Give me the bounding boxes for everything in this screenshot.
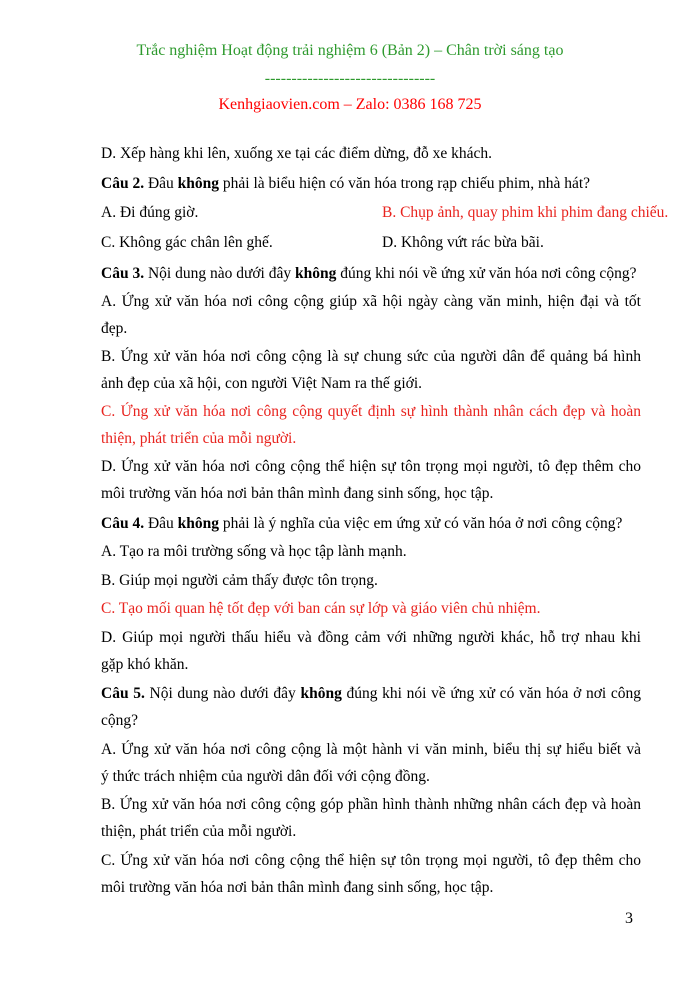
q5-option-a-line1: A. Ứng xử văn hóa nơi công cộng là một hành vi văn minh, biểu thị sự hiểu biết và — [101, 741, 641, 758]
q3-text-pre: Nội dung nào dưới đây — [144, 265, 295, 282]
q5-option-b-line2: thiện, phát triển của mỗi người. — [101, 823, 297, 840]
q3-text-post: đúng khi nói về ứng xử văn hóa nơi công cộng? — [336, 265, 637, 282]
header-divider: -------------------------------- — [264, 70, 436, 87]
q5-option-c-line2: môi trường văn hóa nơi bản thân mình đang sinh sống, học tập. — [101, 879, 494, 896]
q4-number: Câu 4. — [101, 515, 145, 532]
q3-option-c-line2: thiện, phát triển của mỗi người. — [101, 430, 297, 447]
q4-option-a: A. Tạo ra môi trường sống và học tập lành mạnh. — [101, 543, 407, 560]
q4-option-d-line2: gặp khó khăn. — [101, 656, 189, 673]
q4-text-post: phải là ý nghĩa của việc em ứng xử có văn hóa ở nơi công cộng? — [219, 515, 623, 532]
q4-option-b: B. Giúp mọi người cảm thấy được tôn trọng. — [101, 572, 378, 589]
q5-option-a-line2: ý thức trách nhiệm của người dân đối với cộng đồng. — [101, 768, 430, 785]
q4-option-d-line1: D. Giúp mọi người thấu hiểu và đồng cảm với những người khác, hỗ trợ nhau khi — [101, 629, 641, 646]
q1-option-d: D. Xếp hàng khi lên, xuống xe tại các điểm dừng, đỗ xe khách. — [101, 145, 493, 162]
q3-option-b-line2: ảnh đẹp của xã hội, con người Việt Nam ra thế giới. — [101, 375, 423, 392]
q5-question — [101, 684, 641, 704]
q4-question — [101, 514, 641, 534]
q3-option-d-line2: môi trường văn hóa nơi bản thân mình đang sinh sống, học tập. — [101, 485, 494, 502]
q2-question — [101, 174, 641, 194]
q3-number: Câu 3. — [101, 265, 145, 282]
q5-question-line2: cộng? — [101, 712, 139, 729]
q3-option-a-line1: A. Ứng xử văn hóa nơi công cộng giúp xã hội ngày càng văn minh, hiện đại và tốt — [101, 293, 641, 310]
q2-option-c: C. Không gác chân lên ghế. — [101, 234, 273, 251]
header-site: Kenhgiaovien.com – Zalo: 0386 168 725 — [218, 96, 482, 113]
header-title: Trắc nghiệm Hoạt động trải nghiệm 6 (Bản 2) – Chân trời sáng tạo — [136, 42, 564, 59]
q5-option-c-line1: C. Ứng xử văn hóa nơi công cộng thể hiện sự tôn trọng mọi người, tô đẹp thêm cho — [101, 852, 641, 869]
q2-text-pre: Đâu — [144, 175, 178, 192]
q3-question — [101, 264, 641, 284]
q3-option-c-line1: C. Ứng xử văn hóa nơi công cộng quyết định sự hình thành nhân cách đẹp và hoàn — [101, 403, 641, 420]
q2-option-b: B. Chụp ảnh, quay phim khi phim đang chiếu. — [382, 204, 669, 221]
page-number: 3 — [625, 910, 633, 927]
q2-keyword: không — [177, 175, 220, 192]
q4-keyword: không — [177, 515, 220, 532]
q3-keyword: không — [295, 265, 337, 282]
q3-option-a-line2: đẹp. — [101, 320, 128, 337]
q3-option-d-line1: D. Ứng xử văn hóa nơi công cộng thể hiện sự tôn trọng mọi người, tô đẹp thêm cho — [101, 458, 641, 475]
q2-number: Câu 2. — [101, 175, 145, 192]
q4-text-pre: Đâu — [144, 515, 178, 532]
q2-text-post: phải là biểu hiện có văn hóa trong rạp chiếu phim, nhà hát? — [219, 175, 591, 192]
q5-text-post: đúng khi nói về ứng xử có văn hóa ở nơi công — [341, 685, 641, 702]
q5-text-pre: Nội dung nào dưới đây — [144, 685, 301, 702]
q4-option-c: C. Tạo mối quan hệ tốt đẹp với ban cán sự lớp và giáo viên chủ nhiệm. — [101, 600, 541, 617]
q2-option-a: A. Đi đúng giờ. — [101, 204, 199, 221]
q5-number: Câu 5. — [101, 685, 145, 702]
q3-option-b-line1: B. Ứng xử văn hóa nơi công cộng là sự chung sức của người dân để quảng bá hình — [101, 348, 641, 365]
q2-option-d: D. Không vứt rác bừa bãi. — [382, 234, 544, 251]
q5-keyword: không — [300, 685, 342, 702]
q5-option-b-line1: B. Ứng xử văn hóa nơi công cộng góp phần hình thành những nhân cách đẹp và hoàn — [101, 796, 641, 813]
